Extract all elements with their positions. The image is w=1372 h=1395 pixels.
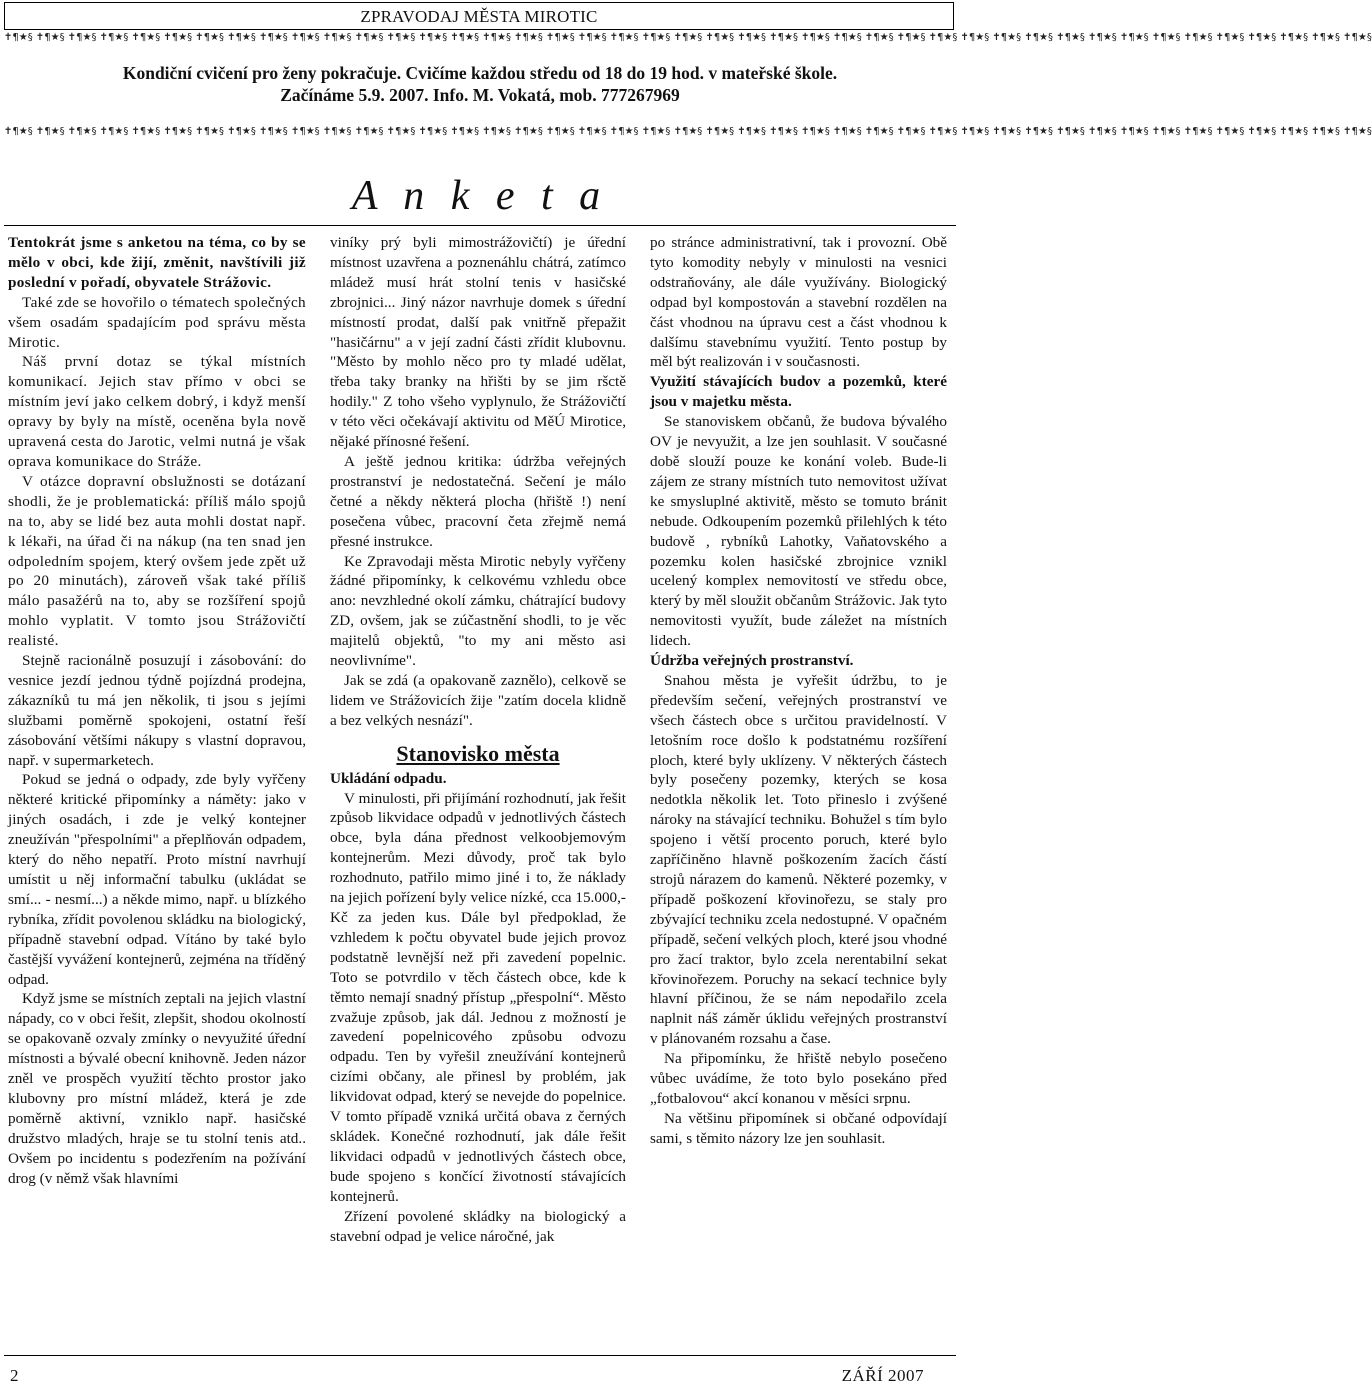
header-box <box>4 2 954 30</box>
paragraph: Jak se zdá (a opakovaně zaznělo), celkově se lidem ve Strážovicích žije "zatím docela klidně a bez velkých nesnází". <box>330 671 626 729</box>
paragraph: Snahou města je vyřešit údržbu, to je především sečení, veřejných prostranství ve všech částech obce s určitou pravidelností. V letošním roce došlo k podstatnému rozšíření ploch, které byly uklízeny. V některých částech byly posečeny pozemky, kterých se kosa nedotkla několik let. Toto přineslo i zvýšené nároky na stávající techniku. Bohužel s tím bylo spojeno i větší procento poruch, které bylo zapříčiněno hlavně poškozením žacích částí strojů nárazem do kamenů. Některé pozemky, v případě poškození křovinořezu, se staly pro zbývající techniku zcela nedostupné. V opačném případě, sečení velkých ploch, které jsou vhodné pro žací traktor, bylo zcela nerentabilní sekat křovinořezem. Poruchy na sekací technice byly hlavní příčinou, že se nám nepodařilo zcela naplnit náš záměr úklidu veřejných prostranství v plánovaném rozsahu a čase. <box>650 671 947 1048</box>
subheading: Ukládání odpadu. <box>330 769 447 787</box>
section-title: Stanovisko města <box>396 740 560 766</box>
paragraph: po stránce administrativní, tak i provozní. Obě tyto komodity nebyly v minulosti na vesnici odstraňovány, ale dále využívány. Biologický odpad byl kompostován a stavební rozdělen na část vhodnou na úpravu cest a část vhodnou k dalšímu stavebnímu využití. Tento postup by měl být realizován i v současnosti. <box>650 234 947 371</box>
column-3 <box>650 233 947 1149</box>
page-number: 2 <box>10 1366 19 1385</box>
paragraph: A ještě jednou kritika: údržba veřejných prostranství je nedostatečná. Sečení je málo četné a někdy některá plocha (hřiště !) není posečena vůbec, pracovní četa zřejmě nemá přesné instrukce. <box>330 452 626 550</box>
column-2 <box>330 233 626 1246</box>
newsletter-title: ZPRAVODAJ MĚSTA MIROTIC <box>360 7 598 26</box>
subheading: Údržba veřejných prostranství. <box>650 652 854 670</box>
paragraph: Ke Zpravodaji města Mirotic nebyly vyřčeny žádné připomínky, k celkovému vzhledu obce ano: nevzhledné okolí zámku, chátrající budovy ZD, ovšem, jak se zúčastnění shodli, to je věc majitelů objektů, "to my ani město asi neovlivníme". <box>330 552 626 670</box>
paragraph: Když jsme se místních zeptali na jejich vlastní nápady, co v obci řešit, zlepšit, shodou okolností se opakovaně ozvaly zmínky o nevyužité úřední místnosti a bývalé obecní knihovně. Jeden názor zněl ve prospěch využití těchto prostor jako klubovny pro místní mládež, která je zde poměrně aktivní, vzniklo např. hasičské družstvo mladých, hraje se tu stolní tenis atd.. Ovšem po incidentu s podezřením na požívání drog (v němž však hlavními <box>8 990 306 1187</box>
paragraph: Na připomínku, že hřiště nebylo posečeno vůbec uvádíme, že toto bylo posekáno před „fotbalovou“ akcí konanou v měsíci srpnu. <box>650 1050 947 1107</box>
paragraph: Zřízení povolené skládky na biologický a stavební odpad je velice náročné, jak <box>330 1207 626 1245</box>
issue-date: ZÁŘÍ 2007 <box>841 1366 924 1385</box>
column-1 <box>8 233 306 1189</box>
intro-paragraph: Tentokrát jsme s anketou na téma, co by se mělo v obci, kde žijí, změnit, navštívili již poslední v pořadí, obyvatele Strážovic. <box>8 234 306 291</box>
notice-line-1: Kondiční cvičení pro ženy pokračuje. Cvičíme každou středu od 18 do 19 hod. v mateřské škole. <box>122 63 838 83</box>
paragraph: Na většinu připomínek si občané odpovídají sami, s těmito názory lze jen souhlasit. <box>650 1109 947 1147</box>
paragraph: V minulosti, při přijímání rozhodnutí, jak řešit způsob likvidace odpadů v jednotlivých částech obce, byla dána přednost velkoobjemovým kontejnerům. Mezi důvody, proč tak bylo rozhodnuto, patřilo mimo jiné i to, že náklady na jejich pořízení byly velice nízké, cca 15.000,- Kč za jeden kus. Dále byl předpoklad, že vzhledem k počtu obyvatel bude jejich provoz podstatně levnější než při zavedení popelnic. Toto se potvrdilo v těch částech obce, kde k těmto nemají snadný přístup „přespolní“. Město zvažuje způsob, jak dál. Jednou z možností je zavedení popelnicového způsobu odvozu odpadu. Ten by vyřešil zneužívání kontejnerů cizími občany, ale přinesl by problém, jak likvidovat odpad, který se nevejde do popelnice. V tomto případě vzniká určitá obava z černých skládek. Konečné rozhodnutí, jak dále řešit likvidaci odpadů v jednotlivých částech obce, bude spojeno s končící životností stávajících kontejnerů. <box>330 789 626 1205</box>
paragraph: Také zde se hovořilo o tématech společných všem osadám spadajícím pod správu města Mirotic. <box>8 293 306 351</box>
paragraph: Se stanoviskem občanů, že budova bývalého OV je nevyužit, a lze jen souhlasit. V současné době slouží pouze ke konání voleb. Bude-li zájem ze strany místních tuto nemovitost užívat ke smysluplné aktivitě, město se tomuto bránit nebude. Odkoupením pozemků přilehlých k této budově , rybníků Lahotky, Vaňatovského a pozemku kolen hasičské zbrojnice vznikl ucelený komplex nemovitostí ve středu obce, který by měl sloužit občanům Strážovic. Jak tyto nemovitosti využít, bude záležet na místních lidech. <box>650 413 947 650</box>
ornament-border-bottom: ✝¶★§ ✝¶★§ ✝¶★§ ✝¶★§ ✝¶★§ ✝¶★§ ✝¶★§ ✝¶★§ ✝¶★§ ✝¶★§ ✝¶★§ ✝¶★§ ✝¶★§ ✝¶★§ ✝¶★§ ✝¶★§ ✝¶★§ ✝¶★§ ✝¶★§ ✝¶★§ ✝¶★§ ✝¶★§ ✝¶★§ ✝¶★§ ✝¶★§ ✝¶★§ ✝¶★§ ✝¶★§ ✝¶★§ ✝¶★§ ✝¶★§ ✝¶★§ ✝¶★§ ✝¶★§ ✝¶★§ ✝¶★§ ✝¶★§ ✝¶★§ ✝¶★§ ✝¶★§ ✝¶★§ ✝¶★§ ✝¶★§ <box>4 126 1372 137</box>
paragraph: Pokud se jedná o odpady, zde byly vyřčeny některé kritické připomínky a náměty: jako v jiných osadách, i zde je velký kontejner zneužíván "přespolními" a přeplňován odpadem, který do něho nepatří. Proto místní navrhují umístit u něj informační tabulku (ukládat se smí... - nesmí...) a někde mimo, např. u blízkého rybníka, zřídit povolenou skládku na biologický, případně stavební odpad. Vítáno by také bylo častější vyvážení kontejnerů, zejména na tříděný odpad. <box>8 771 306 988</box>
notice-line-2: Začínáme 5.9. 2007. Info. M. Vokatá, mob. 777267969 <box>280 85 680 105</box>
divider-line <box>4 225 956 226</box>
article-title: A n k e t a <box>351 173 609 219</box>
paragraph: viníky prý byli mimostrážovičtí) je úřední místnost uzavřena a poznenáhlu chátrá, zatímco mládež musí hrát stolní tenis v hasičské zbrojnici... Jiný názor navrhuje domek s úřední místností prodat, další pak vnitřně přepažit "hasičárnu" a v její zadní části zřídit klubovnu. "Město by mohlo něco pro ty mladé udělat, třeba taky branky na hřišti by se jim ršctě hodily." Z toho všeho vyplynulo, že Strážovičtí v této věci očekávají aktivitu od MěÚ Mirotice, nějaké přínosné řešení. <box>330 234 626 451</box>
ornament-border-top: ✝¶★§ ✝¶★§ ✝¶★§ ✝¶★§ ✝¶★§ ✝¶★§ ✝¶★§ ✝¶★§ ✝¶★§ ✝¶★§ ✝¶★§ ✝¶★§ ✝¶★§ ✝¶★§ ✝¶★§ ✝¶★§ ✝¶★§ ✝¶★§ ✝¶★§ ✝¶★§ ✝¶★§ ✝¶★§ ✝¶★§ ✝¶★§ ✝¶★§ ✝¶★§ ✝¶★§ ✝¶★§ ✝¶★§ ✝¶★§ ✝¶★§ ✝¶★§ ✝¶★§ ✝¶★§ ✝¶★§ ✝¶★§ ✝¶★§ ✝¶★§ ✝¶★§ ✝¶★§ ✝¶★§ ✝¶★§ ✝¶★§ <box>4 32 1372 43</box>
notice-box <box>20 62 940 106</box>
paragraph: Náš první dotaz se týkal místních komunikací. Jejich stav přímo v obci se místním jeví jako celkem dobrý, i když menší opravy by byly na místě, oceněna byla nově upravená cesta do Jarotic, velmi nutná je však oprava komunikace do Stráže. <box>8 353 306 470</box>
subheading: Využití stávajících budov a pozemků, které jsou v majetku města. <box>650 373 947 411</box>
footer-divider <box>4 1355 956 1356</box>
paragraph: Stejně racionálně posuzují i zásobování: do vesnice jezdí jednou týdně pojízdná prodejna, zákazníků tu má jen několik, ti jsou s jejími službami poměrně spokojeni, ostatní řeší zásobování většími nákupy s vlastní dopravou, např. v supermarketech. <box>8 652 306 769</box>
paragraph: V otázce dopravní obslužnosti se dotázaní shodli, že je problematická: příliš málo spojů na to, aby se lidé bez auta mohli dostat např. k lékaři, na úřad či na nákup (na ten snad jen odpoledním spojem, který ovšem jede zpět už po 20 minutách), zároveň však také příliš málo pasažérů na to, aby se rozšíření spojů mohlo vyplatit. V tomto jsou Strážovičtí realisté. <box>8 472 306 650</box>
